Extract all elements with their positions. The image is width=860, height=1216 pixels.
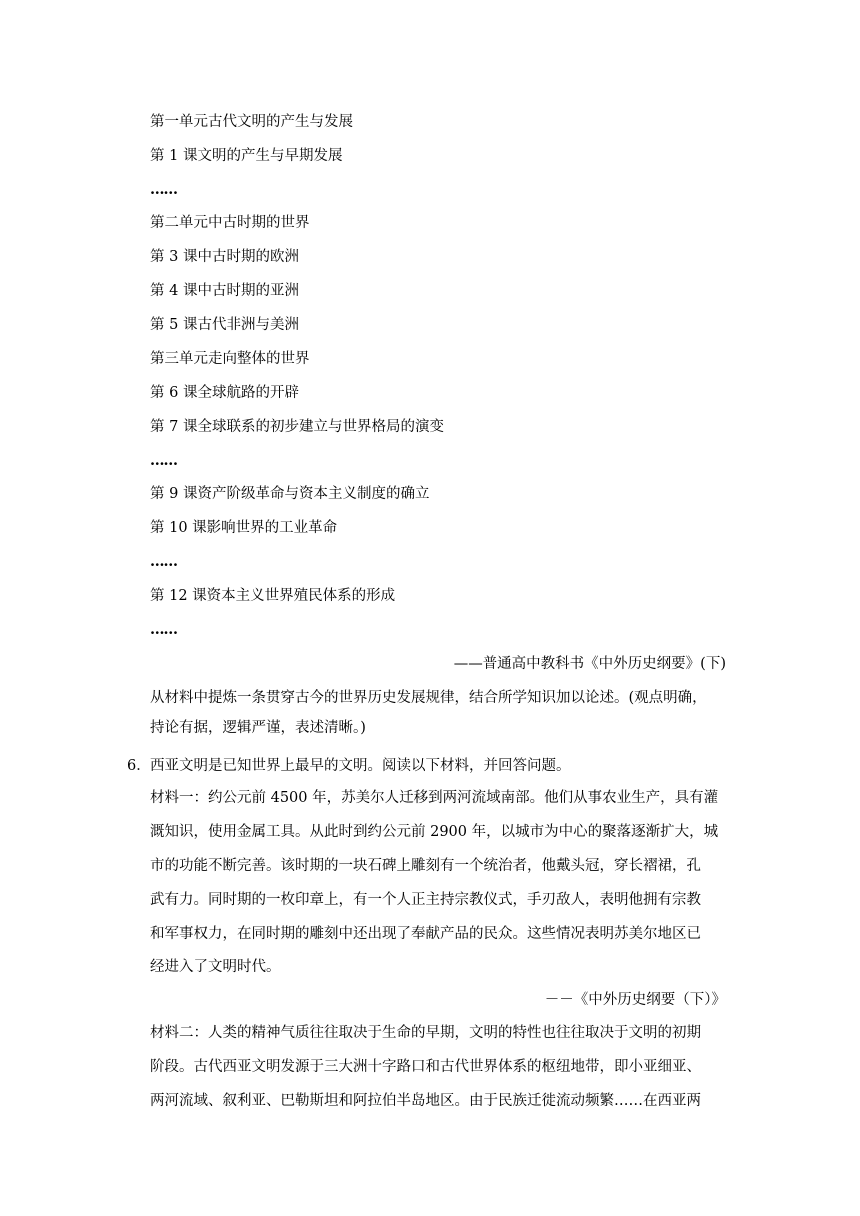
source-citation: －－《中外历史纲要（下）》 xyxy=(544,992,726,1008)
toc-line-lesson3: 第 3 课中古时期的欧洲 xyxy=(150,249,299,265)
toc-line-unit1: 第一单元古代文明的产生与发展 xyxy=(150,114,353,130)
toc-line-lesson9: 第 9 课资产阶级革命与资本主义制度的确立 xyxy=(150,486,430,502)
toc-ellipsis: …… xyxy=(150,452,177,469)
question-number: 6． xyxy=(127,758,151,774)
toc-line-unit3: 第三单元走向整体的世界 xyxy=(150,351,310,367)
task-instruction-line-1: 从材料中提炼一条贯穿古今的世界历史发展规律，结合所学知识加以论述。(观点明确， xyxy=(150,690,707,706)
material-2-line: 两河流域、叙利亚、巴勒斯坦和阿拉伯半岛地区。由于民族迁徙流动频繁……在西亚两 xyxy=(150,1093,701,1109)
toc-line-lesson4: 第 4 课中古时期的亚洲 xyxy=(150,283,299,299)
toc-line-unit2: 第二单元中古时期的世界 xyxy=(150,215,310,231)
toc-line-lesson12: 第 12 课资本主义世界殖民体系的形成 xyxy=(150,588,396,604)
material-1-line: 和军事权力，在同时期的雕刻中还出现了奉献产品的民众。这些情况表明苏美尔地区已 xyxy=(150,926,701,942)
toc-line-lesson6: 第 6 课全球航路的开辟 xyxy=(150,385,299,401)
material-2-line: 材料二：人类的精神气质往往取决于生命的早期，文明的特性也往往取决于文明的初期 xyxy=(150,1025,701,1041)
toc-ellipsis: …… xyxy=(150,621,177,638)
question-stem: 西亚文明是已知世界上最早的文明。阅读以下材料，并回答问题。 xyxy=(150,758,571,774)
toc-ellipsis: …… xyxy=(150,553,177,570)
toc-ellipsis: …… xyxy=(150,181,177,198)
material-1-line: 市的功能不断完善。该时期的一块石碑上雕刻有一个统治者，他戴头冠，穿长褶裙，孔 xyxy=(150,858,701,874)
material-2-line: 阶段。古代西亚文明发源于三大洲十字路口和古代世界体系的枢纽地带，即小亚细亚、 xyxy=(150,1059,701,1075)
toc-line-lesson7: 第 7 课全球联系的初步建立与世界格局的演变 xyxy=(150,419,444,435)
material-1-line: 溉知识，使用金属工具。从此时到约公元前 2900 年，以城市为中心的聚落逐渐扩大，城 xyxy=(150,824,719,840)
source-citation: ——普通高中教科书《中外历史纲要》(下) xyxy=(453,656,726,672)
toc-line-lesson1: 第 1 课文明的产生与早期发展 xyxy=(150,148,343,164)
material-1-line: 材料一：约公元前 4500 年，苏美尔人迁移到两河流域南部。他们从事农业生产，具有灌 xyxy=(150,790,719,806)
material-1-line: 武有力。同时期的一枚印章上，有一个人正主持宗教仪式，手刃敌人，表明他拥有宗教 xyxy=(150,892,701,908)
toc-line-lesson5: 第 5 课古代非洲与美洲 xyxy=(150,317,299,333)
material-1-line: 经进入了文明时代。 xyxy=(150,959,281,975)
task-instruction-line-2: 持论有据，逻辑严谨，表述清晰。) xyxy=(150,720,366,736)
toc-line-lesson10: 第 10 课影响世界的工业革命 xyxy=(150,520,338,536)
